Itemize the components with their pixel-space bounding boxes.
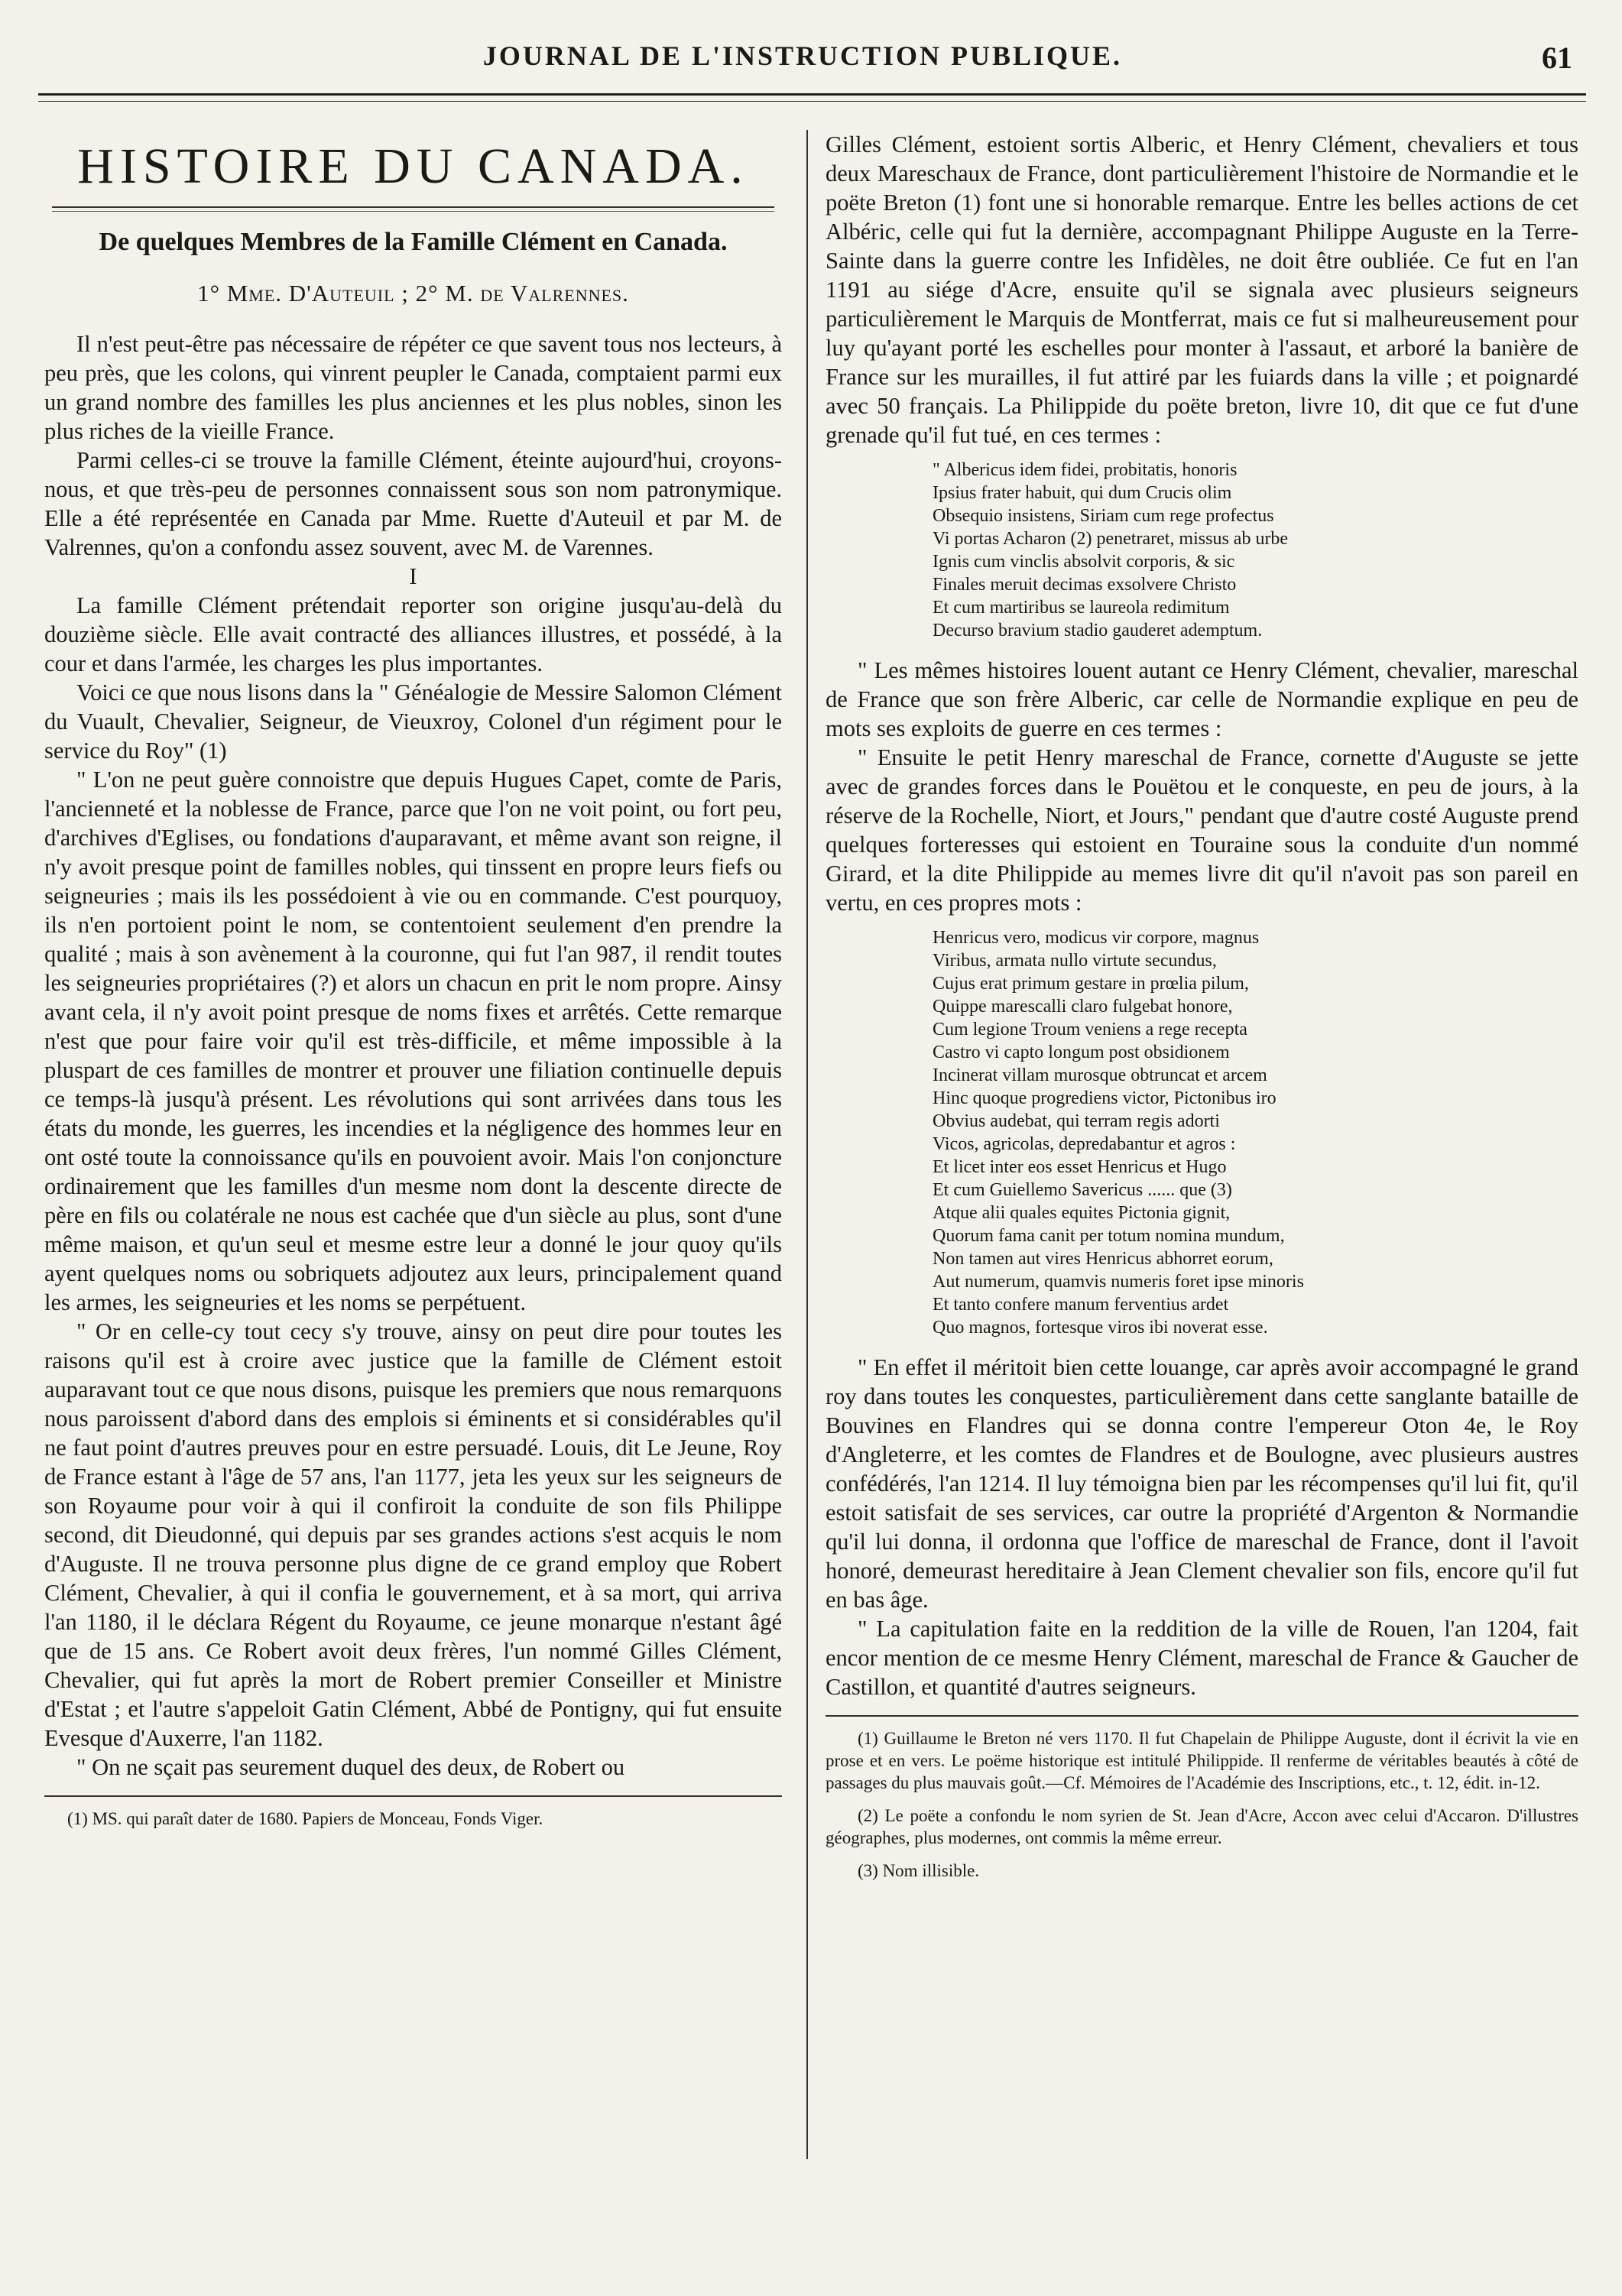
paragraph: " Or en celle-cy tout cecy s'y trouve, ainsy on peut dire pour toutes les raisons qu'il est à croire avec justice que la famille de Clément estoit auparavant tout ce que nous disons, puisque les premiers que nous remarquons nous paroissent d'abord dans des emplois si éminents et si considérables qu'il ne faut point d'autres preuves pour en estre persuadé. Louis, dit Le Jeune, Roy de France estant à l'âge de 57 ans, l'an 1177, jeta les yeux sur les seigneurs de son Royaume pour voir à qui il confiroit la conduite de son fils Philippe second, dit Dieudonné, qui depuis par ses grandes actions s'est acquis le nom d'Auguste. Il ne trouva personne plus digne de ce grand employ que Robert Clément, Chevalier, à qui il confia le gouvernement, et à sa mort, qui arriva l'an 1180, il le déclara Régent du Royaume, ce jeune monarque n'estant âgé que de 15 ans. Ce Robert avoit deux frères, l'un nommé Gilles Clément, Chevalier, qui fut après la mort de Robert premier Conseiller et Ministre d'Estat ; et l'autre s'appeloit Gatin Clément, Abbé de Pontigny, qui fut ensuite Evesque d'Auxerre, l'an 1182. [44, 1318, 782, 1751]
verse-line: Aut numerum, quamvis numeris foret ipse minoris [933, 1272, 1304, 1292]
article-subtitle: De quelques Membres de la Famille Clément en Canada. [99, 228, 728, 256]
verse-line: Quo magnos, fortesque viros ibi noverat esse. [933, 1318, 1268, 1338]
verse-line: Et cum Guiellemo Savericus ...... que (3) [933, 1180, 1232, 1200]
title-rule [52, 206, 774, 208]
latin-verse-block [933, 926, 1578, 1339]
verse-line: Ignis cum vinclis absolvit corporis, & sic [933, 552, 1235, 572]
paragraph: " L'on ne peut guère connoistre que depuis Hugues Capet, comte de Paris, l'ancienneté et la noblesse de France, parce que l'on ne voit point, ou fort peu, d'archives d'Eglises, ou fondations d'auparavant, et même avant son reigne, il n'y avoit presque point de familles nobles, qui tinssent en propre leurs fiefs ou seigneuries ; mais ils les possédoient à vie ou en commande. C'est pourquoy, ils n'en portoient point le nom, se contentoient seulement d'en prendre la qualité ; mais à son avènement à la couronne, qui fut l'an 987, il rendit toutes les seigneuries propriétaires (?) et alors un chacun en prit le nom propre. Ainsy avant cela, il n'y avoit point presque de noms fixes et arrêtés. Cette remarque n'est que pour faire voir qu'il est très-difficile, et même impossible à la pluspart de ces familles de montrer et prouver une filiation continuelle depuis ce temps-là jusqu'à présent. Les révolutions qui sont arrivées dans tous les états du monde, les guerres, les incendies et la négligence des hommes leur en ont osté toute la connoissance qu'ils en pouvoient avoir. Mais l'on conjoncture ordinairement que les familles d'un mesme nom dont la descente directe de père en fils ou colatérale ne nous est cachée que d'un siècle au plus, sont d'une même maison, et qu'un seul et mesme estre leur a donné le jour quoy qu'ils ayent quelques noms ou sobriquets adjoutez aux leurs, principalement quand les armes, les seigneuries et les noms se perpétuent. [44, 767, 782, 1315]
verse-line: Atque alii quales equites Pictonia gignit, [933, 1203, 1231, 1223]
verse-line: Obvius audebat, qui terram regis adorti [933, 1111, 1220, 1131]
paragraph: " On ne sçait pas seurement duquel des deux, de Robert ou [76, 1754, 625, 1780]
verse-line: " Albericus idem fidei, probitatis, honoris [933, 460, 1238, 480]
verse-line: Obsequio insistens, Siriam cum rege profectus [933, 506, 1274, 526]
footnote: (2) Le poëte a confondu le nom syrien de St. Jean d'Acre, Accon avec celui d'Accaron. D'illustres géographes, plus modernes, ont commis la même erreur. [826, 1806, 1578, 1847]
article-byline: 1° Mme. D'Auteuil ; 2° M. de Valrennes. [197, 280, 629, 306]
verse-line: Quippe marescalli claro fulgebat honore, [933, 997, 1233, 1017]
header-rule-bottom [38, 101, 1586, 102]
paragraph: Parmi celles-ci se trouve la famille Clément, éteinte aujourd'hui, croyons-nous, et que très-peu de personnes connaissent sous son nom patronymique. Elle a été représentée en Canada par Mme. Ruette d'Auteuil et par M. de Valrennes, qu'on a confondu assez souvent, avec M. de Varennes. [44, 447, 782, 560]
verse-line: Ipsius frater habuit, qui dum Crucis olim [933, 483, 1232, 503]
verse-line: Et licet inter eos esset Henricus et Hugo [933, 1157, 1227, 1177]
verse-line: Castro vi capto longum post obsidionem [933, 1043, 1230, 1062]
verse-line: Henricus vero, modicus vir corpore, magnus [933, 928, 1260, 948]
footnote: (1) Guillaume le Breton né vers 1170. Il fut Chapelain de Philippe Auguste, dont il écrivit la vie en prose et en vers. Le poëme historique est intitulé Philippide. Il renferme de véritables beautés à côté de passages du plus mauvais goût.—Cf. Mémoires de l'Académie des Inscriptions, etc., t. 12, édit. in-12. [826, 1729, 1578, 1792]
footnote: (1) MS. qui paraît dater de 1680. Papiers de Monceau, Fonds Viger. [67, 1809, 543, 1828]
verse-line: Incinerat villam murosque obtruncat et arcem [933, 1065, 1267, 1085]
verse-line: Finales meruit decimas exsolvere Christo [933, 575, 1237, 595]
verse-line: Et tanto confere manum ferventius ardet [933, 1295, 1229, 1315]
column-divider [806, 130, 808, 2159]
paragraph: Gilles Clément, estoient sortis Alberic, et Henry Clément, chevaliers et tous deux Mareschaux de France, dont particulièrement l'histoire de Normandie et le poëte Breton (1) font une si honorable remarque. Entre les belles actions de cet Albéric, celle qui fut la dernière, accompagnant Philippe Auguste en la Terre-Sainte dans la guerre contre les Infidèles, ne doit être oubliée. Ce fut en l'an 1191 au siége d'Acre, ensuite qu'il se signala avec plusieurs seigneurs particulièrement le Marquis de Montferrat, mais ce fut si malheureusement pour luy qu'ayant porté les eschelles pour monter à l'assaut, et arboré la banière de France sur les murailles, il fut attiré par les fuiards dans la ville ; et poignardé avec 50 français. La Philippide du poëte breton, livre 10, dit que ce fut d'une grenade qu'il fut tué, en ces termes : [826, 131, 1578, 448]
paragraph: " En effet il méritoit bien cette louange, car après avoir accompagné le grand roy dans toutes les conquestes, particulièrement dans cette sanglante bataille de Bouvines en Flandres qui se donna contre l'empereur Oton 4e, le Roy d'Angleterre, et les comtes de Flandres et de Boulogne, avec plusieurs austres confédérés, l'an 1214. Il luy témoigna bien par les récompenses qu'il lui fit, qu'il estoit satisfait de ses services, car outre la propriété d'Argenton & Normandie qu'il lui donna, il ordonna que l'office de mareschal de France, dont il l'avoit honoré, demeurast hereditaire à Jean Clement chevalier son fils, encore qu'il fut en bas âge. [826, 1354, 1578, 1613]
verse-line: Et cum martiribus se laureola redimitum [933, 598, 1230, 618]
header-rule-top [38, 93, 1586, 96]
footnote: (3) Nom illisible. [858, 1861, 980, 1880]
paragraph: " Ensuite le petit Henry mareschal de France, cornette d'Auguste se jette avec de grandes forces dans le Pouëtou et le conqueste, en peu de jours, à la réserve de la Rochelle, Niort, et Jours," pendant que d'autre costé Auguste prend quelques forteresses qui estoient en Touraine sous la conduite d'un nommé Girard, et la dite Philippide au memes livre dit qu'il n'avoit pas son pareil en vertu, en ces propres mots : [826, 744, 1578, 916]
paragraph: " Les mêmes histoires louent autant ce Henry Clément, chevalier, mareschal de France que son frère Alberic, car celle de Normandie explique en peu de mots ses exploits de guerre en ces termes : [826, 657, 1578, 741]
verse-line: Hinc quoque progrediens victor, Pictonibus iro [933, 1088, 1277, 1108]
running-title: JOURNAL DE L'INSTRUCTION PUBLIQUE. [482, 41, 1123, 71]
title-rule-thin [52, 211, 774, 212]
verse-line: Non tamen aut vires Henricus abhorret eorum, [933, 1249, 1273, 1269]
verse-line: Viribus, armata nullo virtute secundus, [933, 951, 1217, 971]
footnote-rule [826, 1715, 1578, 1717]
section-number: I [409, 563, 417, 589]
left-column [44, 130, 782, 2266]
verse-line: Vi portas Acharon (2) penetraret, missus ab urbe [933, 529, 1289, 549]
verse-line: Cum legione Troum veniens a rege recepta [933, 1020, 1247, 1039]
latin-verse-block [933, 459, 1578, 642]
verse-line: Vicos, agricolas, depredabantur et agros : [933, 1134, 1236, 1154]
footnote-rule [44, 1795, 782, 1797]
paragraph: La famille Clément prétendait reporter son origine jusqu'au-delà du douzième siècle. Elle avait contracté des alliances illustres, et possédé, à la cour et dans l'armée, les charges les plus importantes. [44, 592, 782, 676]
verse-line: Quorum fama canit per totum nomina mundum, [933, 1226, 1285, 1246]
right-column [826, 130, 1578, 2266]
section-title: HISTOIRE DU CANADA. [77, 138, 749, 194]
verse-line: Decurso bravium stadio gauderet ademptum. [933, 621, 1263, 640]
paragraph: Il n'est peut-être pas nécessaire de répéter ce que savent tous nos lecteurs, à peu près, que les colons, qui vinrent peupler le Canada, comptaient parmi eux un grand nombre des familles les plus anciennes et les plus nobles, sinon les plus riches de la vieille France. [44, 331, 782, 444]
paragraph: " La capitulation faite en la reddition de la ville de Rouen, l'an 1204, fait encor mention de ce mesme Henry Clément, mareschal de France & Gaucher de Castillon, et quantité d'autres seigneurs. [826, 1616, 1578, 1700]
verse-line: Cujus erat primum gestare in prœlia pilum, [933, 974, 1249, 994]
paragraph: Voici ce que nous lisons dans la " Généalogie de Messire Salomon Clément du Vuault, Chevalier, Seigneur, de Vieuxroy, Colonel d'un régiment pour le service du Roy" (1) [44, 679, 782, 764]
page-number: 61 [1542, 41, 1572, 75]
